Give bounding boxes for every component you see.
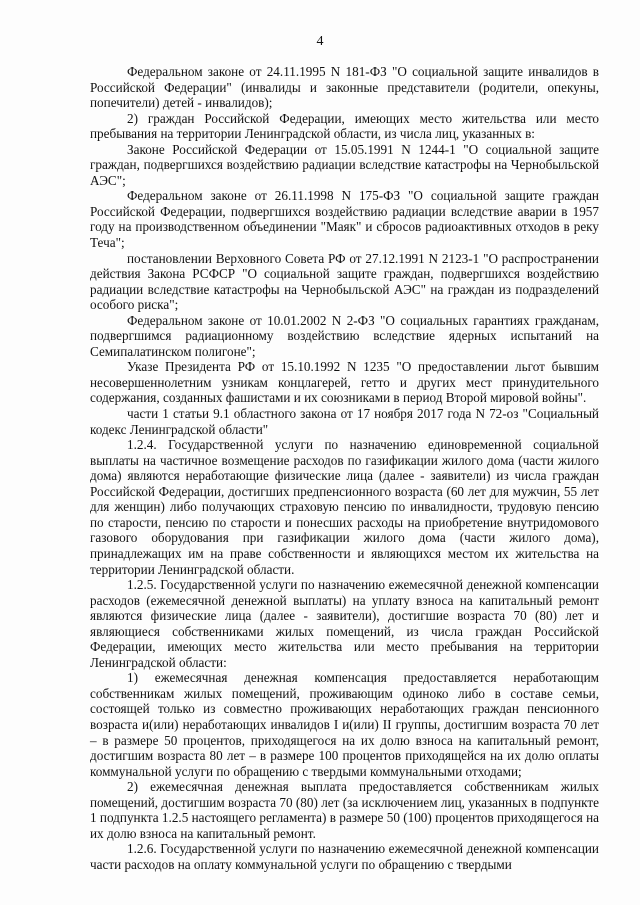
paragraph: 1.2.4. Государственной услуги по назначению единовременной социальной выплаты на частичное возмещение расходов по газификации жилого дома (части жилого дома) являются неработающие физические лица (далее - заявители) из числа граждан Российской Федерации, достигших предпенсионного возраста (60 лет для мужчин, 55 лет для женщин) либо получающих страховую пенсию по инвалидности, трудовую пенсию по старости, пенсию по старости и понесших расходы на приобретение внутридомового газового оборудования при газификации жилого дома (части жилого дома), принадлежащих им на праве собственности и являющихся местом их жительства на территории Ленинградской области. — [90, 437, 599, 577]
paragraph: 1.2.6. Государственной услуги по назначению ежемесячной денежной компенсации части расходов на оплату коммунальной услуги по обращению с твердыми — [90, 841, 599, 872]
paragraph: 1) ежемесячная денежная компенсация предоставляется неработающим собственникам жилых помещений, проживающим одиноко либо в составе семьи, состоящей только из совместно проживающих неработающих граждан пенсионного возраста и(или) неработающих инвалидов I и(или) II группы, достигшим возраста 70 лет – в размере 50 процентов, приходящегося на их долю взноса на капитальный ремонт, достигшим возраста 80 лет – в размере 100 процентов приходящейся на их долю оплаты коммунальной услуги по обращению с твердыми коммунальными отходами; — [90, 670, 599, 779]
paragraph: Федеральном законе от 24.11.1995 N 181-ФЗ "О социальной защите инвалидов в Российской Федерации" (инвалиды и законные представители (родители, опекуны, попечители) детей - инвалидов); — [90, 64, 599, 111]
paragraph: части 1 статьи 9.1 областного закона от 17 ноября 2017 года N 72-оз "Социальный кодекс Ленинградской области" — [90, 406, 599, 437]
paragraph: 2) ежемесячная денежная выплата предоставляется собственникам жилых помещений, достигшим возраста 70 (80) лет (за исключением лиц, указанных в подпункте 1 подпункта 1.2.5 настоящего регламента) в размере 50 (100) процентов приходящегося на их долю взноса на капитальный ремонт. — [90, 779, 599, 841]
page-number: 4 — [316, 34, 324, 49]
paragraph: Федеральном законе от 10.01.2002 N 2-ФЗ "О социальных гарантиях гражданам, подвергшимся радиационному воздействию вследствие ядерных испытаний на Семипалатинском полигоне"; — [90, 312, 599, 359]
paragraph: Законе Российской Федерации от 15.05.1991 N 1244-1 "О социальной защите граждан, подвергшихся воздействию радиации вследствие катастрофы на Чернобыльской АЭС"; — [90, 141, 599, 188]
paragraph: Указе Президента РФ от 15.10.1992 N 1235 "О предоставлении льгот бывшим несовершеннолетним узникам концлагерей, гетто и других мест принудительного содержания, созданных фашистами и их союзниками в период Второй мировой войны". — [90, 359, 599, 406]
paragraph: 2) граждан Российской Федерации, имеющих место жительства или место пребывания на территории Ленинградской области, из числа лиц, указанных в: — [90, 110, 599, 142]
document-body — [90, 64, 599, 872]
paragraph: постановлении Верховного Совета РФ от 27.12.1991 N 2123-1 "О распространении действия Закона РСФСР "О социальной защите граждан, подвергшихся воздействию радиации вследствие катастрофы на Чернобыльской АЭС" на граждан из подразделений особого риска"; — [90, 250, 599, 313]
paragraph: Федеральном законе от 26.11.1998 N 175-ФЗ "О социальной защите граждан Российской Федерации, подвергшихся воздействию радиации вследствие аварии в 1957 году на производственном объединении "Маяк" и сбросов радиоактивных отходов в реку Теча"; — [90, 188, 599, 251]
paragraph: 1.2.5. Государственной услуги по назначению ежемесячной денежной компенсации расходов (ежемесячной денежной выплаты) на уплату взноса на капитальный ремонт являются физические лица (далее - заявители), достигшие возраста 70 (80) лет и являющиеся собственниками жилых помещений, из числа граждан Российской Федерации, имеющих место жительства или место пребывания на территории Ленинградской области: — [90, 577, 599, 670]
